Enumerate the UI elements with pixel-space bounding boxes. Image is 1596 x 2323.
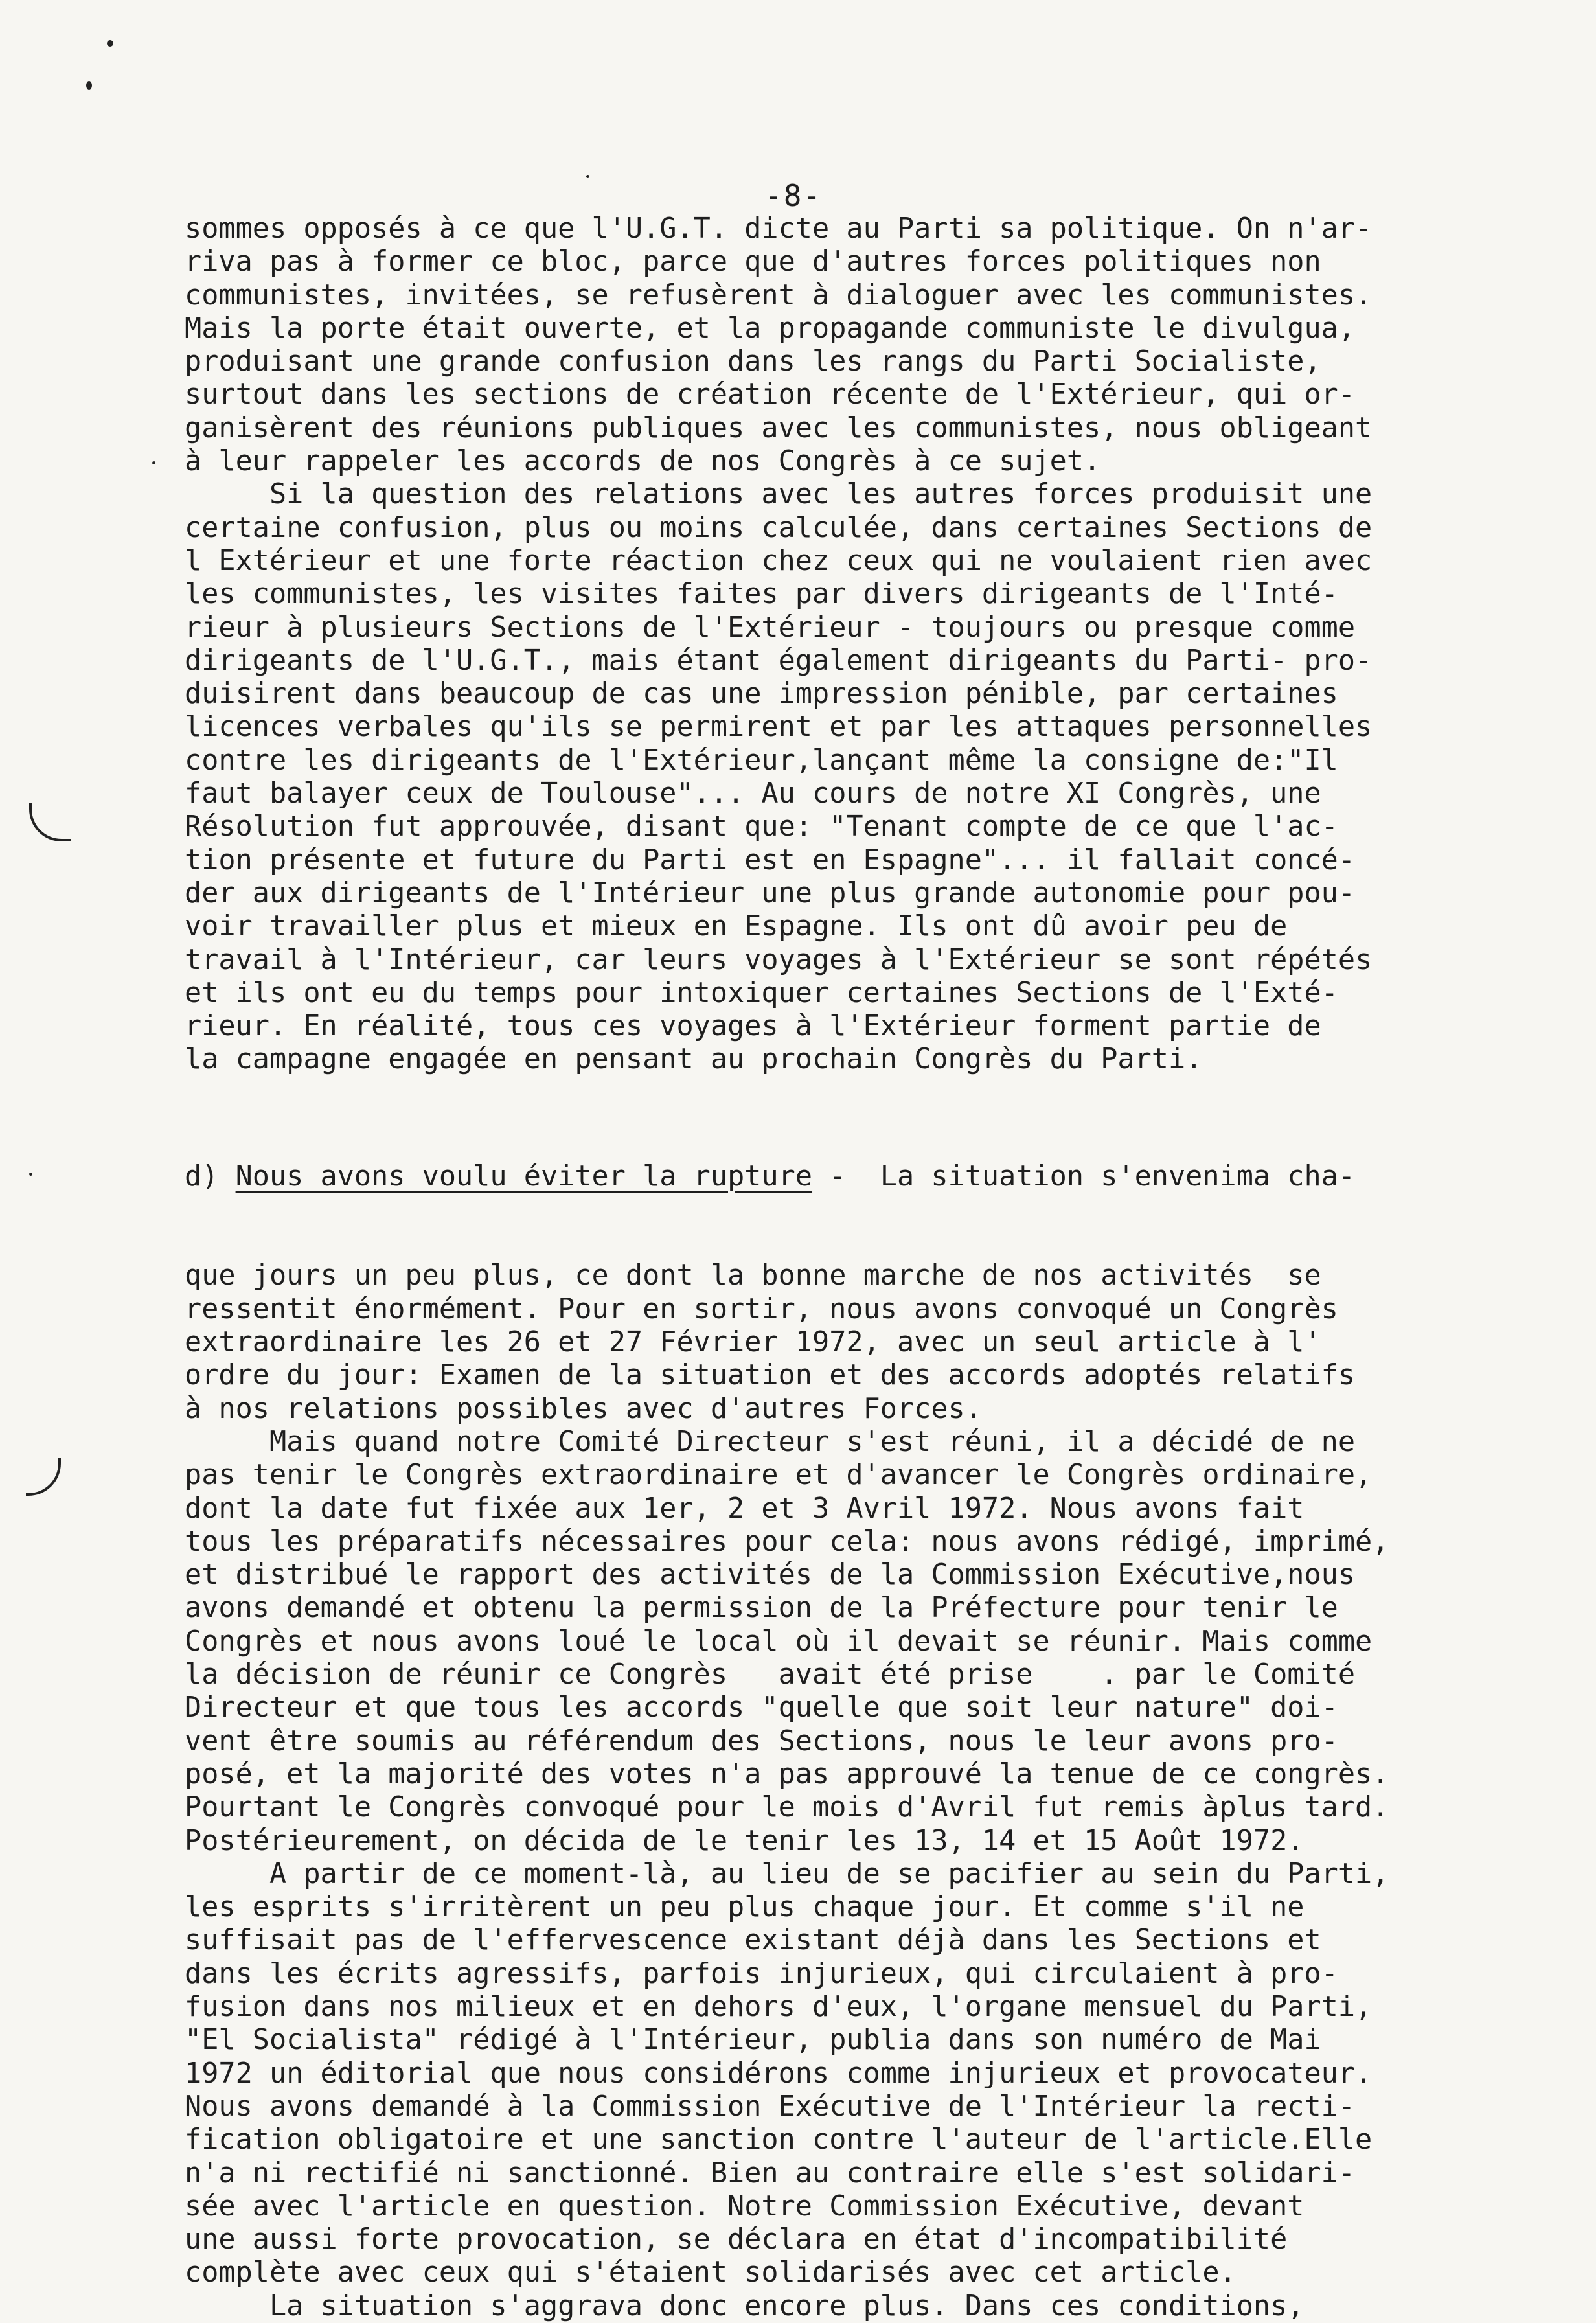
text-line: travail à l'Intérieur, car leurs voyages à l'Extérieur se sont répétés — [185, 943, 1373, 976]
text-line: et distribué le rapport des activités de la Commission Exécutive,nous — [185, 1559, 1356, 1592]
text-line: fication obligatoire et une sanction contre l'auteur de l'article.Elle — [185, 2123, 1373, 2157]
text-line: les esprits s'irritèrent un peu plus chaque jour. Et comme s'il ne — [185, 1891, 1305, 1924]
text-line: ganisèrent des réunions publiques avec les communistes, nous obligeant — [185, 411, 1373, 444]
text-line: riva pas à former ce bloc, parce que d'autres forces politiques non — [185, 246, 1321, 279]
scan-speck — [107, 40, 113, 47]
text-line: ressentit énormément. Pour en sortir, nous avons convoqué un Congrès — [185, 1292, 1338, 1325]
margin-mark — [26, 1458, 61, 1496]
text-line: une aussi forte provocation, se déclara en état d'incompatibilité — [185, 2223, 1288, 2256]
text-line: voir travailler plus et mieux en Espagne. Ils ont dû avoir peu de — [185, 910, 1288, 943]
text-line: à nos relations possibles avec d'autres Forces. — [185, 1392, 982, 1425]
section-heading-d — [185, 1160, 1532, 1193]
text-line: les communistes, les visites faites par divers dirigeants de l'Inté- — [185, 578, 1338, 611]
text-line: dirigeants de l'U.G.T., mais étant également dirigeants du Parti- pro- — [185, 644, 1373, 677]
margin-mark — [29, 803, 71, 841]
text-line: la décision de réunir ce Congrès avait été prise . par le Comité — [185, 1658, 1356, 1691]
text-line: "El Socialista" rédigé à l'Intérieur, publia dans son numéro de Mai — [185, 2024, 1321, 2057]
text-line: dans les écrits agressifs, parfois injurieux, qui circulaient à pro- — [185, 1957, 1338, 1990]
text-line: avons demandé et obtenu la permission de la Préfecture pour tenir le — [185, 1592, 1338, 1625]
scan-speck — [29, 1173, 32, 1176]
text-line: surtout dans les sections de création récente de l'Extérieur, qui or- — [185, 378, 1356, 411]
text-line: Mais quand notre Comité Directeur s'est réuni, il a décidé de ne — [185, 1425, 1356, 1458]
text-line: Directeur et que tous les accords "quelle que soit leur nature" doi- — [185, 1691, 1338, 1724]
text-line: licences verbales qu'ils se permirent et par les attaques personnelles — [185, 711, 1373, 744]
heading-title: Nous avons voulu éviter la rupture — [235, 1160, 813, 1193]
text-line: A partir de ce moment-là, au lieu de se pacifier au sein du Parti, — [185, 1857, 1389, 1890]
text-line: produisant une grande confusion dans les rangs du Parti Socialiste, — [185, 345, 1321, 378]
text-line: vent être soumis au référendum des Sections, nous le leur avons pro- — [185, 1724, 1338, 1757]
text-line: Pourtant le Congrès convoqué pour le mois d'Avril fut remis àplus tard. — [185, 1791, 1389, 1824]
text-line: contre les dirigeants de l'Extérieur,lançant même la consigne de:"Il — [185, 744, 1338, 777]
scan-speck — [86, 81, 92, 90]
scan-speck — [586, 175, 589, 178]
text-line: complète avec ceux qui s'étaient solidarisés avec cet article. — [185, 2256, 1237, 2289]
text-line: que jours un peu plus, ce dont la bonne marche de nos activités se — [185, 1259, 1321, 1292]
page-number: -8- — [764, 178, 823, 213]
heading-rest: - La situation s'envenima cha- — [812, 1160, 1356, 1193]
text-line: sée avec l'article en question. Notre Commission Exécutive, devant — [185, 2190, 1305, 2223]
text-line: communistes, invitées, se refusèrent à dialoguer avec les communistes. — [185, 279, 1373, 312]
text-line: 1972 un éditorial que nous considérons comme injurieux et provocateur. — [185, 2057, 1373, 2090]
text-line: la campagne engagée en pensant au prochain Congrès du Parti. — [185, 1043, 1203, 1076]
text-line: Congrès et nous avons loué le local où il devait se réunir. Mais comme — [185, 1625, 1373, 1658]
text-line: extraordinaire les 26 et 27 Février 1972, avec un seul article à l' — [185, 1326, 1321, 1359]
text-line: der aux dirigeants de l'Intérieur une plus grande autonomie pour pou- — [185, 876, 1356, 910]
text-line: dont la date fut fixée aux 1er, 2 et 3 Avril 1972. Nous avons fait — [185, 1492, 1305, 1525]
text-line: suffisait pas de l'effervescence existant déjà dans les Sections et — [185, 1924, 1321, 1957]
text-line: fusion dans nos milieux et en dehors d'eux, l'organe mensuel du Parti, — [185, 1991, 1373, 2024]
text-line: tion présente et future du Parti est en Espagne"... il fallait concé- — [185, 843, 1356, 876]
text-line: à leur rappeler les accords de nos Congrès à ce sujet. — [185, 445, 1101, 478]
text-line: Mais la porte était ouverte, et la propagande communiste le divulgua, — [185, 312, 1356, 345]
scan-speck — [152, 461, 155, 464]
text-line: La situation s'aggrava donc encore plus. Dans ces conditions, — [185, 2289, 1305, 2322]
text-line: posé, et la majorité des votes n'a pas approuvé la tenue de ce congrès. — [185, 1757, 1389, 1791]
heading-prefix: d) — [185, 1160, 236, 1193]
text-line: tous les préparatifs nécessaires pour cela: nous avons rédigé, imprimé, — [185, 1525, 1389, 1558]
text-line: rieur. En réalité, tous ces voyages à l'Extérieur forment partie de — [185, 1010, 1321, 1043]
text-line: Si la question des relations avec les autres forces produisit une — [185, 478, 1373, 511]
text-line: Postérieurement, on décida de le tenir les 13, 14 et 15 Août 1972. — [185, 1824, 1305, 1857]
text-line: sommes opposés à ce que l'U.G.T. dicte au Parti sa politique. On n'ar- — [185, 212, 1373, 245]
text-line: Résolution fut approuvée, disant que: "Tenant compte de ce que l'ac- — [185, 810, 1338, 843]
body-text-part-2 — [185, 1093, 1532, 2323]
text-line: n'a ni rectifié ni sanctionné. Bien au contraire elle s'est solidari- — [185, 2157, 1356, 2190]
text-line: l Extérieur et une forte réaction chez ceux qui ne voulaient rien avec — [185, 544, 1373, 577]
text-line: certaine confusion, plus ou moins calculée, dans certaines Sections de — [185, 511, 1373, 544]
text-line: pas tenir le Congrès extraordinaire et d'avancer le Congrès ordinaire, — [185, 1459, 1373, 1492]
text-line: ordre du jour: Examen de la situation et des accords adoptés relatifs — [185, 1359, 1356, 1392]
text-line: et ils ont eu du temps pour intoxiquer certaines Sections de l'Exté- — [185, 976, 1338, 1009]
text-line: faut balayer ceux de Toulouse"... Au cours de notre XI Congrès, une — [185, 777, 1321, 810]
body-text-part-1 — [185, 212, 1532, 1077]
text-line: rieur à plusieurs Sections de l'Extérieur - toujours ou presque comme — [185, 611, 1356, 644]
text-line: Nous avons demandé à la Commission Exécutive de l'Intérieur la recti- — [185, 2090, 1356, 2123]
text-line: duisirent dans beaucoup de cas une impression pénible, par certaines — [185, 678, 1338, 711]
